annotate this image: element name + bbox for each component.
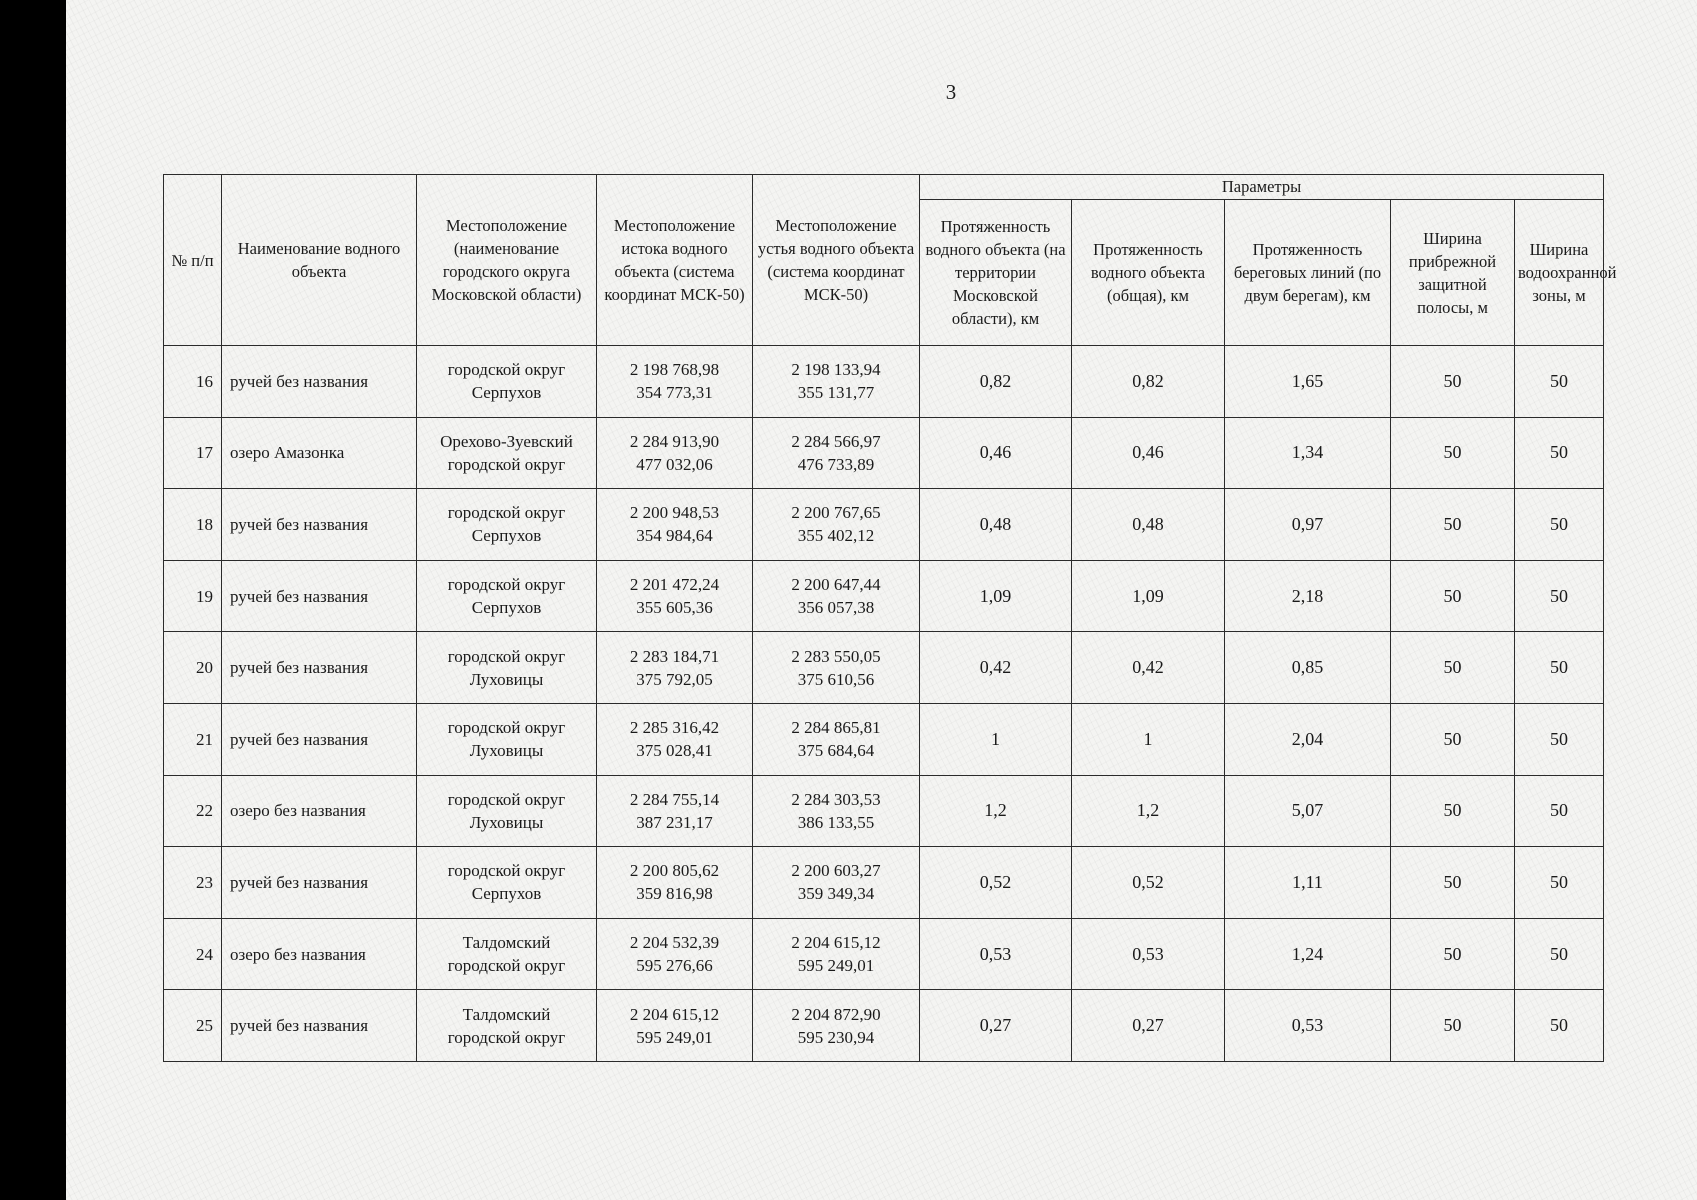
row-number: 20 (164, 632, 222, 704)
water-object-name: озеро без названия (222, 918, 417, 990)
water-zone-width: 50 (1515, 560, 1604, 632)
row-number: 19 (164, 560, 222, 632)
location-cell (417, 417, 597, 489)
source-coordinates (597, 775, 753, 847)
source-coordinates-line-1: 2 285 316,42 (629, 718, 720, 738)
mouth-coordinates (753, 990, 920, 1062)
coastal-width: 50 (1391, 632, 1515, 704)
source-coordinates-line-2: 375 028,41 (636, 741, 713, 761)
header-num: № п/п (164, 175, 222, 346)
length-shore: 1,24 (1225, 918, 1391, 990)
source-coordinates (597, 560, 753, 632)
table-row (164, 847, 1604, 919)
length-shore: 2,18 (1225, 560, 1391, 632)
coastal-width: 50 (1391, 346, 1515, 418)
length-region: 1,09 (920, 560, 1072, 632)
location-cell-line-1: городской округ (447, 861, 566, 881)
row-number: 25 (164, 990, 222, 1062)
coastal-width: 50 (1391, 560, 1515, 632)
mouth-coordinates-line-1: 2 284 566,97 (791, 431, 881, 451)
mouth-coordinates-line-2: 355 131,77 (797, 383, 875, 403)
mouth-coordinates-line-2: 356 057,38 (797, 598, 875, 618)
location-cell-line-2: Серпухов (471, 526, 542, 546)
row-number: 16 (164, 346, 222, 418)
mouth-coordinates (753, 489, 920, 561)
mouth-coordinates (753, 918, 920, 990)
mouth-coordinates-line-2: 386 133,55 (797, 812, 875, 832)
source-coordinates-line-2: 387 231,17 (636, 812, 713, 832)
length-shore: 1,11 (1225, 847, 1391, 919)
water-zone-width: 50 (1515, 990, 1604, 1062)
source-coordinates-line-1: 2 198 768,98 (629, 360, 720, 380)
mouth-coordinates-line-2: 355 402,12 (797, 526, 875, 546)
location-cell (417, 703, 597, 775)
location-cell-line-1: Орехово-Зуевский (440, 431, 573, 451)
location-cell (417, 847, 597, 919)
header-len-region: Протяженность водного объекта (на территории Московской области), км (920, 200, 1072, 346)
water-zone-width: 50 (1515, 918, 1604, 990)
location-cell-line-2: Луховицы (469, 669, 544, 689)
scan-edge (0, 0, 66, 1200)
mouth-coordinates-line-1: 2 284 865,81 (791, 718, 881, 738)
location-cell-line-1: Талдомский (462, 933, 551, 953)
source-coordinates-line-1: 2 204 532,39 (629, 933, 720, 953)
header-row (164, 175, 1604, 200)
length-region: 1 (920, 703, 1072, 775)
mouth-coordinates (753, 775, 920, 847)
length-total: 0,52 (1072, 847, 1225, 919)
mouth-coordinates (753, 847, 920, 919)
source-coordinates (597, 489, 753, 561)
source-coordinates-line-1: 2 283 184,71 (629, 646, 720, 666)
location-cell (417, 346, 597, 418)
location-cell-line-1: городской округ (447, 789, 566, 809)
source-coordinates-line-2: 359 816,98 (636, 884, 713, 904)
location-cell-line-1: Талдомский (462, 1004, 551, 1024)
length-shore: 1,65 (1225, 346, 1391, 418)
table-row (164, 990, 1604, 1062)
length-shore: 0,53 (1225, 990, 1391, 1062)
length-shore: 0,85 (1225, 632, 1391, 704)
water-object-name: озеро Амазонка (222, 417, 417, 489)
location-cell-line-2: городской округ (447, 454, 566, 474)
water-object-name: озеро без названия (222, 775, 417, 847)
location-cell (417, 990, 597, 1062)
source-coordinates-line-2: 375 792,05 (636, 669, 713, 689)
water-zone-width: 50 (1515, 489, 1604, 561)
mouth-coordinates-line-2: 595 230,94 (797, 1027, 875, 1047)
location-cell-line-2: Серпухов (471, 884, 542, 904)
source-coordinates-line-2: 595 249,01 (636, 1027, 713, 1047)
location-cell-line-1: городской округ (447, 575, 566, 595)
length-shore: 5,07 (1225, 775, 1391, 847)
header-len-shore: Протяженность береговых линий (по двум берегам), км (1225, 200, 1391, 346)
length-total: 1,09 (1072, 560, 1225, 632)
mouth-coordinates-line-1: 2 200 767,65 (791, 503, 881, 523)
location-cell (417, 918, 597, 990)
header-water-zone-width: Ширина водоохранной зоны, м (1515, 200, 1604, 346)
water-zone-width: 50 (1515, 703, 1604, 775)
source-coordinates-line-1: 2 200 805,62 (629, 861, 720, 881)
location-cell (417, 775, 597, 847)
length-total: 0,42 (1072, 632, 1225, 704)
water-object-name: ручей без названия (222, 847, 417, 919)
location-cell-line-2: Луховицы (469, 741, 544, 761)
location-cell-line-2: Луховицы (469, 812, 544, 832)
mouth-coordinates-line-1: 2 284 303,53 (791, 789, 881, 809)
length-total: 0,53 (1072, 918, 1225, 990)
length-shore: 1,34 (1225, 417, 1391, 489)
source-coordinates (597, 847, 753, 919)
page-number: 3 (945, 80, 957, 104)
location-cell-line-1: городской округ (447, 503, 566, 523)
header-location: Местоположение (наименование городского округа Московской области) (417, 175, 597, 346)
water-object-name: ручей без названия (222, 632, 417, 704)
mouth-coordinates (753, 346, 920, 418)
location-cell-line-1: городской округ (447, 646, 566, 666)
length-region: 0,46 (920, 417, 1072, 489)
mouth-coordinates (753, 417, 920, 489)
mouth-coordinates-line-2: 476 733,89 (797, 454, 875, 474)
location-cell-line-1: городской округ (447, 718, 566, 738)
table-row (164, 775, 1604, 847)
source-coordinates-line-1: 2 284 913,90 (629, 431, 720, 451)
table-row (164, 703, 1604, 775)
location-cell (417, 489, 597, 561)
coastal-width: 50 (1391, 489, 1515, 561)
header-len-total: Протяженность водного объекта (общая), км (1072, 200, 1225, 346)
location-cell-line-1: городской округ (447, 360, 566, 380)
mouth-coordinates-line-1: 2 283 550,05 (791, 646, 881, 666)
length-shore: 2,04 (1225, 703, 1391, 775)
length-total: 1,2 (1072, 775, 1225, 847)
mouth-coordinates-line-1: 2 200 647,44 (791, 575, 881, 595)
water-object-name: ручей без названия (222, 703, 417, 775)
source-coordinates-line-1: 2 200 948,53 (629, 503, 720, 523)
mouth-coordinates-line-1: 2 198 133,94 (791, 360, 881, 380)
water-zone-width: 50 (1515, 775, 1604, 847)
water-zone-width: 50 (1515, 847, 1604, 919)
table-row (164, 560, 1604, 632)
length-total: 0,46 (1072, 417, 1225, 489)
row-number: 22 (164, 775, 222, 847)
row-number: 17 (164, 417, 222, 489)
source-coordinates (597, 346, 753, 418)
water-zone-width: 50 (1515, 417, 1604, 489)
mouth-coordinates (753, 632, 920, 704)
water-object-name: ручей без названия (222, 990, 417, 1062)
length-region: 0,82 (920, 346, 1072, 418)
header-source: Местоположение истока водного объекта (система координат МСК-50) (597, 175, 753, 346)
water-zone-width: 50 (1515, 346, 1604, 418)
mouth-coordinates-line-2: 375 684,64 (797, 741, 875, 761)
table-row (164, 346, 1604, 418)
header-coastal-width: Ширина прибрежной защитной полосы, м (1391, 200, 1515, 346)
location-cell-line-2: Серпухов (471, 383, 542, 403)
header-mouth: Местоположение устья водного объекта (система координат МСК-50) (753, 175, 920, 346)
source-coordinates-line-2: 354 773,31 (636, 383, 713, 403)
table-row (164, 632, 1604, 704)
length-total: 1 (1072, 703, 1225, 775)
mouth-coordinates (753, 703, 920, 775)
mouth-coordinates-line-1: 2 200 603,27 (791, 861, 881, 881)
row-number: 23 (164, 847, 222, 919)
mouth-coordinates-line-2: 359 349,34 (797, 884, 875, 904)
source-coordinates (597, 703, 753, 775)
water-zone-width: 50 (1515, 632, 1604, 704)
length-region: 1,2 (920, 775, 1072, 847)
source-coordinates-line-1: 2 204 615,12 (629, 1004, 720, 1024)
table-row (164, 489, 1604, 561)
coastal-width: 50 (1391, 990, 1515, 1062)
length-region: 0,53 (920, 918, 1072, 990)
water-object-name: ручей без названия (222, 489, 417, 561)
source-coordinates (597, 990, 753, 1062)
mouth-coordinates-line-2: 595 249,01 (797, 956, 875, 976)
coastal-width: 50 (1391, 417, 1515, 489)
length-total: 0,48 (1072, 489, 1225, 561)
length-total: 0,82 (1072, 346, 1225, 418)
water-objects-table (163, 174, 1617, 1062)
length-shore: 0,97 (1225, 489, 1391, 561)
row-number: 24 (164, 918, 222, 990)
mouth-coordinates-line-1: 2 204 615,12 (791, 933, 881, 953)
row-number: 18 (164, 489, 222, 561)
source-coordinates-line-2: 595 276,66 (636, 956, 713, 976)
location-cell-line-2: городской округ (447, 956, 566, 976)
water-object-name: ручей без названия (222, 560, 417, 632)
source-coordinates (597, 918, 753, 990)
coastal-width: 50 (1391, 775, 1515, 847)
coastal-width: 50 (1391, 918, 1515, 990)
location-cell (417, 632, 597, 704)
length-region: 0,27 (920, 990, 1072, 1062)
row-number: 21 (164, 703, 222, 775)
source-coordinates-line-1: 2 284 755,14 (629, 789, 720, 809)
source-coordinates-line-2: 354 984,64 (636, 526, 713, 546)
water-object-name: ручей без названия (222, 346, 417, 418)
header-params: Параметры (920, 175, 1604, 200)
source-coordinates-line-2: 355 605,36 (636, 598, 713, 618)
length-region: 0,42 (920, 632, 1072, 704)
coastal-width: 50 (1391, 703, 1515, 775)
coastal-width: 50 (1391, 847, 1515, 919)
length-region: 0,52 (920, 847, 1072, 919)
length-region: 0,48 (920, 489, 1072, 561)
location-cell-line-2: Серпухов (471, 598, 542, 618)
location-cell-line-2: городской округ (447, 1027, 566, 1047)
header-name: Наименование водного объекта (222, 175, 417, 346)
mouth-coordinates-line-1: 2 204 872,90 (791, 1004, 881, 1024)
source-coordinates (597, 632, 753, 704)
mouth-coordinates-line-2: 375 610,56 (797, 669, 875, 689)
length-total: 0,27 (1072, 990, 1225, 1062)
source-coordinates (597, 417, 753, 489)
table-row (164, 918, 1604, 990)
source-coordinates-line-2: 477 032,06 (636, 454, 713, 474)
mouth-coordinates (753, 560, 920, 632)
source-coordinates-line-1: 2 201 472,24 (629, 575, 720, 595)
table-row (164, 417, 1604, 489)
location-cell (417, 560, 597, 632)
